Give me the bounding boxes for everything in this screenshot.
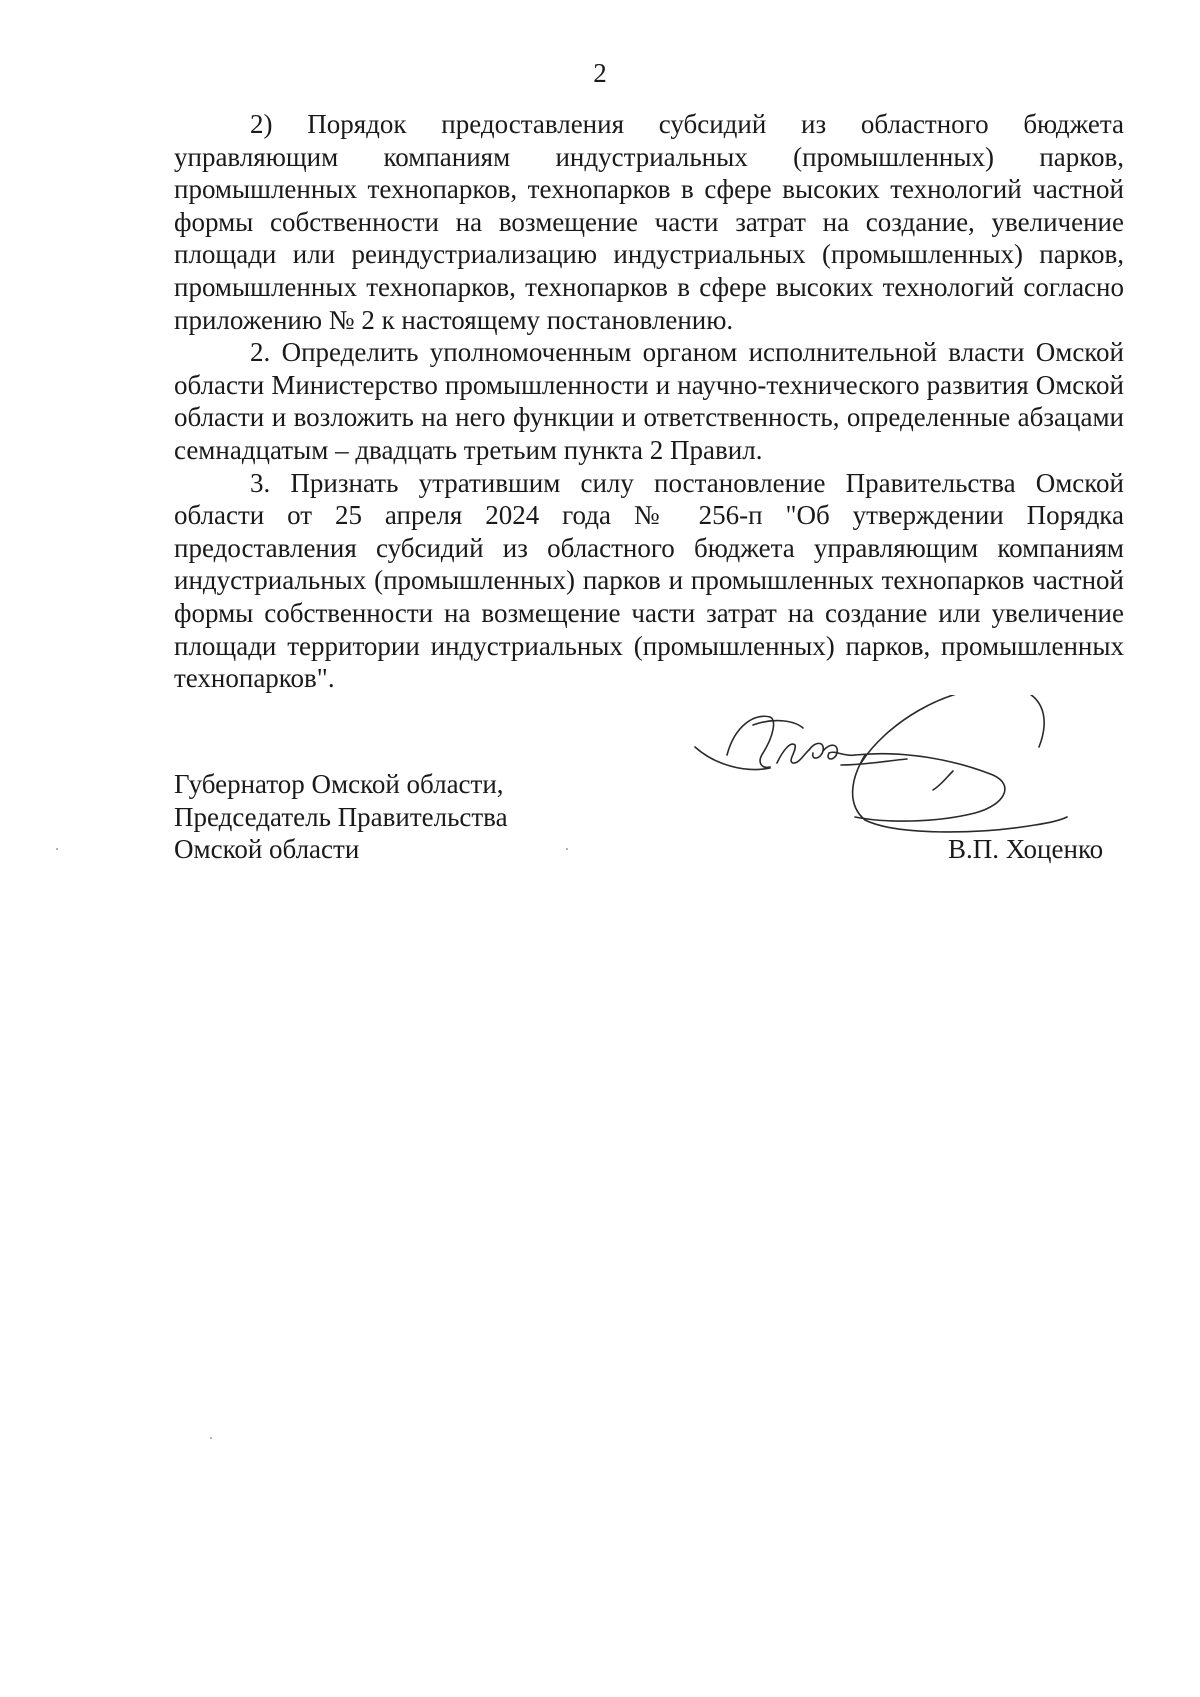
scan-speck xyxy=(56,848,58,850)
paragraph-clause-2: 2. Определить уполномоченным органом исполнительной власти Омской области Министерство промышленности и научно-технического развития Омской области и возложить на него функции и ответственность, определенные абзацами семнадцатым – двадцать третьим пункта 2 Правил. xyxy=(174,337,1124,465)
signer-name: В.П. Хоценко xyxy=(948,834,1104,864)
signer-title-line: Губернатор Омской области, xyxy=(174,769,504,799)
scan-speck xyxy=(566,848,568,850)
document-body xyxy=(174,108,1124,695)
paragraph-clause-3: 3. Признать утратившим силу постановление Правительства Омской области от 25 апреля 2024 года № 256-п "Об утверждении Порядка предоставления субсидий из областного бюджета управляющим компаниям индустриальных (промышленных) парков и промышленных технопарков частной формы собственности на возмещение части затрат на создание или увеличение площади территории индустриальных (промышленных) парков, промышленных технопарков". xyxy=(174,467,1124,694)
signer-title-line: Омской области xyxy=(174,834,360,865)
scan-speck xyxy=(210,1437,212,1439)
signer-title-block xyxy=(174,768,594,866)
signer-title-line: Председатель Правительства xyxy=(174,801,508,832)
paragraph-procedure-item-2: 2) Порядок предоставления субсидий из областного бюджета управляющим компаниям индустриальных (промышленных) парков, промышленных технопарков, технопарков в сфере высоких технологий частной формы собственности на возмещение части затрат на создание, увеличение площади или реиндустриализацию индустриальных (промышленных) парков, промышленных технопарков, технопарков в сфере высоких технологий согласно приложению № 2 к настоящему постановлению. xyxy=(174,109,1124,335)
page-number: 2 xyxy=(593,58,607,88)
handwritten-signature xyxy=(675,695,1115,910)
